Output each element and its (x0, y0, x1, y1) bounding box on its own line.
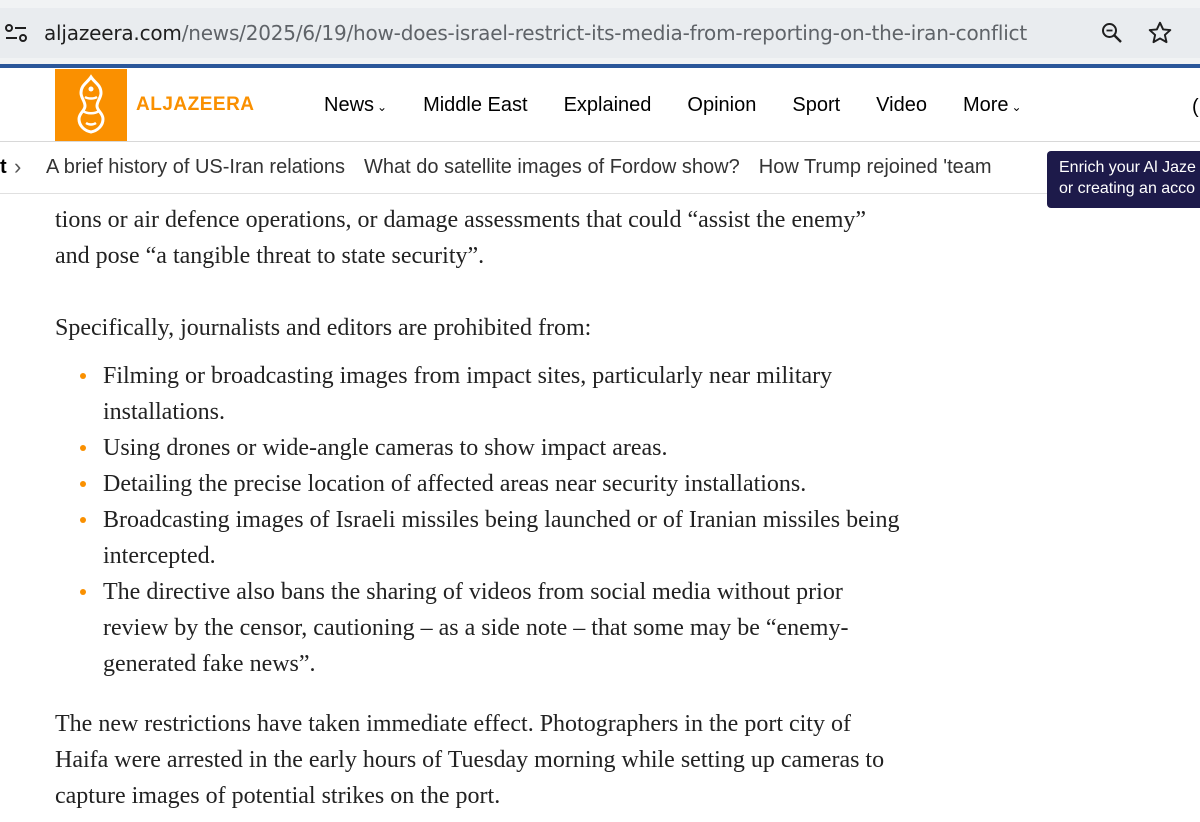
list-item-line: Detailing the precise location of affected areas near security installations. (103, 471, 807, 497)
site-info-icon[interactable] (4, 19, 28, 47)
paragraph-line: Haifa were arrested in the early hours of Tuesday morning while setting up cameras to (55, 747, 885, 773)
list-item-line: generated fake news”. (103, 651, 316, 677)
list-item (55, 466, 985, 502)
site-header (0, 68, 1200, 142)
nav-more-label: More (962, 93, 1009, 116)
trending-link[interactable]: A brief history of US-Iran relations (46, 156, 346, 178)
list-item-line: review by the censor, cautioning – as a side note – that some may be “enemy- (103, 615, 849, 641)
list-item (55, 430, 985, 466)
paragraph-line: The new restrictions have taken immediate effect. Photographers in the port city of (55, 711, 851, 737)
paragraph-line: tions or air defence operations, or damage assessments that could “assist the enemy” (55, 207, 867, 233)
url-text[interactable] (44, 20, 1027, 46)
restrictions-list (55, 358, 985, 682)
url-path: /news/2025/6/19/how-does-israel-restrict-its-media-from-reporting-on-the-iran-conflict (181, 21, 1027, 45)
bullet-icon (80, 373, 86, 379)
url-domain: aljazeera.com (44, 21, 182, 45)
trending-list (46, 156, 1011, 179)
list-item-line: The directive also bans the sharing of videos from social media without prior (103, 579, 843, 605)
nav-sport-label: Sport (792, 93, 841, 116)
chevron-down-icon: ⌄ (1011, 100, 1022, 114)
paragraph-line: capture images of potential strikes on the port. (55, 783, 501, 809)
trending-label: t (0, 156, 7, 178)
article-paragraph (55, 202, 985, 274)
nav-middle-east-label: Middle East (423, 93, 528, 116)
trending-link[interactable]: What do satellite images of Fordow show? (364, 156, 740, 178)
chevron-right-icon: › (14, 154, 22, 179)
bullet-icon (80, 517, 86, 523)
zoom-icon[interactable] (1100, 21, 1124, 45)
list-item (55, 502, 985, 574)
list-item-line: installations. (103, 399, 225, 425)
article-body (55, 194, 985, 814)
trending-link[interactable]: How Trump rejoined 'team (758, 156, 992, 178)
bullet-icon (80, 589, 86, 595)
nav-news-label: News (324, 93, 375, 116)
bullet-icon (80, 445, 86, 451)
nav-sport[interactable] (792, 92, 840, 118)
tooltip-line: Enrich your Al Jaze (1059, 159, 1196, 176)
list-item (55, 358, 985, 430)
list-item-line: intercepted. (103, 543, 216, 569)
nav-video-label: Video (876, 93, 927, 116)
main-nav (324, 92, 1058, 118)
nav-explained[interactable] (564, 92, 652, 118)
nav-more[interactable] (963, 92, 1022, 118)
bullet-icon (80, 481, 86, 487)
nav-opinion[interactable] (687, 92, 756, 118)
list-item-line: Using drones or wide-angle cameras to show impact areas. (103, 435, 668, 461)
trending-bar (0, 142, 1200, 194)
aljazeera-logo-icon[interactable] (55, 69, 127, 141)
nav-video[interactable] (876, 92, 927, 118)
list-item (55, 574, 985, 682)
list-item-line: Broadcasting images of Israeli missiles being launched or of Iranian missiles being (103, 507, 900, 533)
nav-middle-east[interactable] (423, 92, 528, 118)
paragraph-line: and pose “a tangible threat to state security”. (55, 243, 485, 269)
browser-address-bar (0, 0, 1200, 68)
search-icon[interactable]: ( (1192, 96, 1199, 118)
signin-tooltip[interactable] (1047, 151, 1200, 208)
nav-opinion-label: Opinion (687, 93, 757, 116)
nav-news[interactable] (324, 92, 387, 118)
nav-explained-label: Explained (563, 93, 652, 116)
article-paragraph: Specifically, journalists and editors are prohibited from: (55, 315, 592, 341)
logo-wordmark[interactable]: ALJAZEERA (136, 94, 255, 115)
article-paragraph (55, 706, 985, 814)
chevron-down-icon: ⌄ (377, 100, 388, 114)
list-item-line: Filming or broadcasting images from impact sites, particularly near military (103, 363, 833, 389)
star-icon[interactable] (1147, 20, 1173, 46)
tooltip-line: or creating an acco (1059, 180, 1196, 197)
